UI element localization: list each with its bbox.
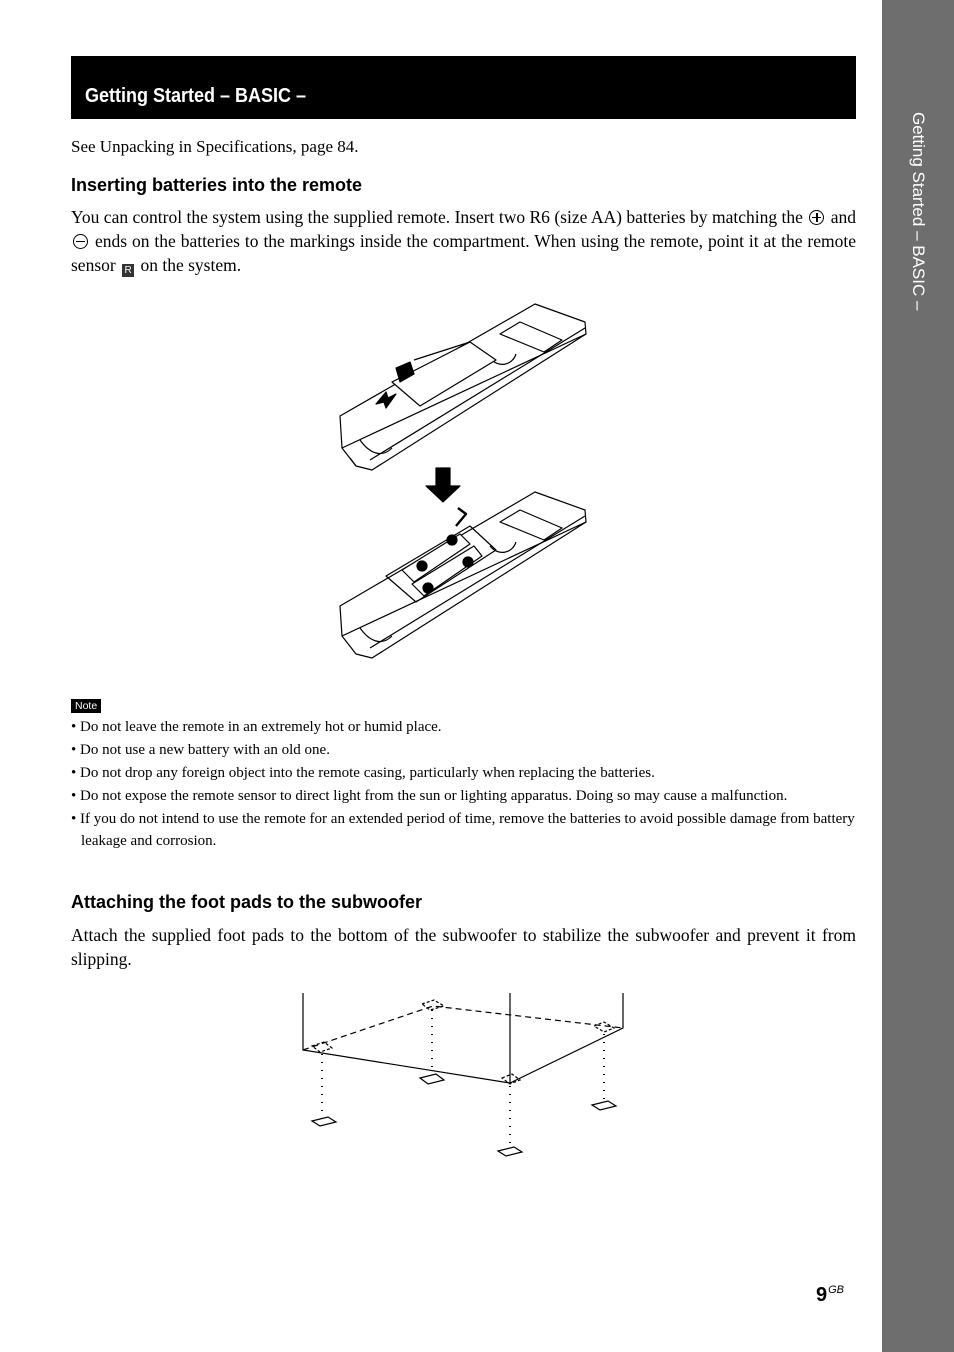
note-list xyxy=(71,717,861,854)
side-tab-label: Getting Started – BASIC – xyxy=(909,112,928,311)
subwoofer-body xyxy=(303,993,623,1083)
heading-foot-pads: Attaching the foot pads to the subwoofer xyxy=(71,892,422,912)
remote-upper xyxy=(340,304,586,470)
note-item: • Do not leave the remote in an extremely hot or humid place. xyxy=(71,717,861,739)
plus-circle-icon xyxy=(809,210,824,225)
section-header xyxy=(71,56,856,119)
remote-sensor-icon: R xyxy=(122,264,134,277)
batteries-paragraph: You can control the system using the supplied remote. Insert two R6 (size AA) batteries by matching the and ends on the batteries to the markings inside the compartment. When using the remote, point it at the remote sensor R on the system. xyxy=(71,207,857,276)
intro-text: See Unpacking in Specifications, page 84. xyxy=(71,137,359,156)
note-item: • Do not drop any foreign object into the remote casing, particularly when replacing the batteries. xyxy=(71,763,861,785)
pad-placements xyxy=(312,1000,614,1084)
note-item: • Do not expose the remote sensor to direct light from the sun or lighting apparatus. Doing so may cause a malfunction. xyxy=(71,786,861,808)
note-item: • If you do not intend to use the remote for an extended period of time, remove the batteries to avoid possible damage from battery leakage and corrosion. xyxy=(71,809,861,852)
note-item: • Do not use a new battery with an old one. xyxy=(71,740,861,762)
note-label: Note xyxy=(71,699,101,713)
remote-battery-illustration xyxy=(330,298,595,673)
down-arrow-icon xyxy=(426,468,460,502)
page-title: Getting Started – BASIC – xyxy=(85,85,307,107)
page-number: $9^{GB}$ xyxy=(816,1284,845,1306)
dotted-guides xyxy=(322,1010,604,1146)
minus-circle-icon xyxy=(73,234,88,249)
foot-pads-paragraph: Attach the supplied foot pads to the bottom of the subwoofer to stabilize the subwoofer and prevent it from slipping. xyxy=(71,925,856,969)
foot-pads xyxy=(312,1074,616,1156)
heading-batteries: Inserting batteries into the remote xyxy=(71,175,363,195)
subwoofer-illustration xyxy=(298,988,628,1164)
